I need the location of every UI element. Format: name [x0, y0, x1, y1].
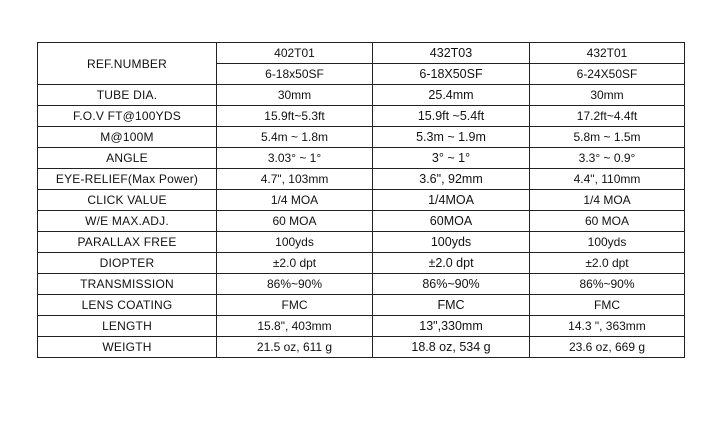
- row-label: DIOPTER: [38, 253, 217, 274]
- table-cell: 5.4m ~ 1.8m: [217, 127, 373, 148]
- table-cell: 1/4 MOA: [530, 190, 685, 211]
- row-label: LENGTH: [38, 316, 217, 337]
- table-cell: 30mm: [530, 85, 685, 106]
- model-432t03: 432T03: [373, 43, 530, 64]
- table-row: [38, 232, 685, 253]
- spec-432t03: 6-18X50SF: [373, 64, 530, 85]
- table-cell: ±2.0 dpt: [373, 253, 530, 274]
- table-row: [38, 190, 685, 211]
- spec-table: [37, 42, 685, 358]
- row-label: M@100M: [38, 127, 217, 148]
- table-cell: 60 MOA: [217, 211, 373, 232]
- table-cell: 23.6 oz, 669 g: [530, 337, 685, 358]
- table-cell: 4.7", 103mm: [217, 169, 373, 190]
- table-cell: ±2.0 dpt: [530, 253, 685, 274]
- model-402t01: 402T01: [217, 43, 373, 64]
- table-cell: 15.9ft~5.3ft: [217, 106, 373, 127]
- table-row: [38, 295, 685, 316]
- table-cell: 4.4", 110mm: [530, 169, 685, 190]
- table-row: [38, 316, 685, 337]
- table-cell: 100yds: [217, 232, 373, 253]
- table-cell: 3° ~ 1°: [373, 148, 530, 169]
- table-cell: FMC: [530, 295, 685, 316]
- table-cell: 5.8m ~ 1.5m: [530, 127, 685, 148]
- table-row: [38, 337, 685, 358]
- table-cell: 15.9ft ~5.4ft: [373, 106, 530, 127]
- table-row: [38, 148, 685, 169]
- table-row: [38, 106, 685, 127]
- table-cell: 1/4 MOA: [217, 190, 373, 211]
- table-cell: 21.5 oz, 611 g: [217, 337, 373, 358]
- table-cell: 86%~90%: [217, 274, 373, 295]
- table-cell: 18.8 oz, 534 g: [373, 337, 530, 358]
- table-cell: 100yds: [530, 232, 685, 253]
- row-label: EYE-RELIEF(Max Power): [38, 169, 217, 190]
- spec-432t01: 6-24X50SF: [530, 64, 685, 85]
- row-label: F.O.V FT@100YDS: [38, 106, 217, 127]
- table-cell: 30mm: [217, 85, 373, 106]
- row-label: TRANSMISSION: [38, 274, 217, 295]
- table-row: [38, 85, 685, 106]
- model-432t01: 432T01: [530, 43, 685, 64]
- table-cell: 13",330mm: [373, 316, 530, 337]
- table-row: [38, 169, 685, 190]
- table-cell: 1/4MOA: [373, 190, 530, 211]
- table-cell: 14.3 ", 363mm: [530, 316, 685, 337]
- spec-402t01: 6-18x50SF: [217, 64, 373, 85]
- row-label: CLICK VALUE: [38, 190, 217, 211]
- table-row: [38, 211, 685, 232]
- table-cell: FMC: [373, 295, 530, 316]
- table-row: [38, 127, 685, 148]
- table-cell: FMC: [217, 295, 373, 316]
- table-cell: 25.4mm: [373, 85, 530, 106]
- table-cell: ±2.0 dpt: [217, 253, 373, 274]
- table-cell: 60MOA: [373, 211, 530, 232]
- row-label: WEIGTH: [38, 337, 217, 358]
- row-label: W/E MAX.ADJ.: [38, 211, 217, 232]
- table-cell: 5.3m ~ 1.9m: [373, 127, 530, 148]
- row-label: ANGLE: [38, 148, 217, 169]
- table-row: [38, 253, 685, 274]
- header-row-models: [38, 43, 685, 64]
- row-label: PARALLAX FREE: [38, 232, 217, 253]
- table-cell: 3.6", 92mm: [373, 169, 530, 190]
- table-cell: 15.8", 403mm: [217, 316, 373, 337]
- row-label: TUBE DIA.: [38, 85, 217, 106]
- table-cell: 60 MOA: [530, 211, 685, 232]
- table-row: [38, 274, 685, 295]
- ref-number-label: REF.NUMBER: [38, 43, 217, 85]
- table-cell: 3.3° ~ 0.9°: [530, 148, 685, 169]
- table-cell: 17.2ft~4.4ft: [530, 106, 685, 127]
- table-cell: 3.03° ~ 1°: [217, 148, 373, 169]
- row-label: LENS COATING: [38, 295, 217, 316]
- spec-table-body: [38, 43, 685, 358]
- table-cell: 86%~90%: [530, 274, 685, 295]
- table-cell: 86%~90%: [373, 274, 530, 295]
- table-cell: 100yds: [373, 232, 530, 253]
